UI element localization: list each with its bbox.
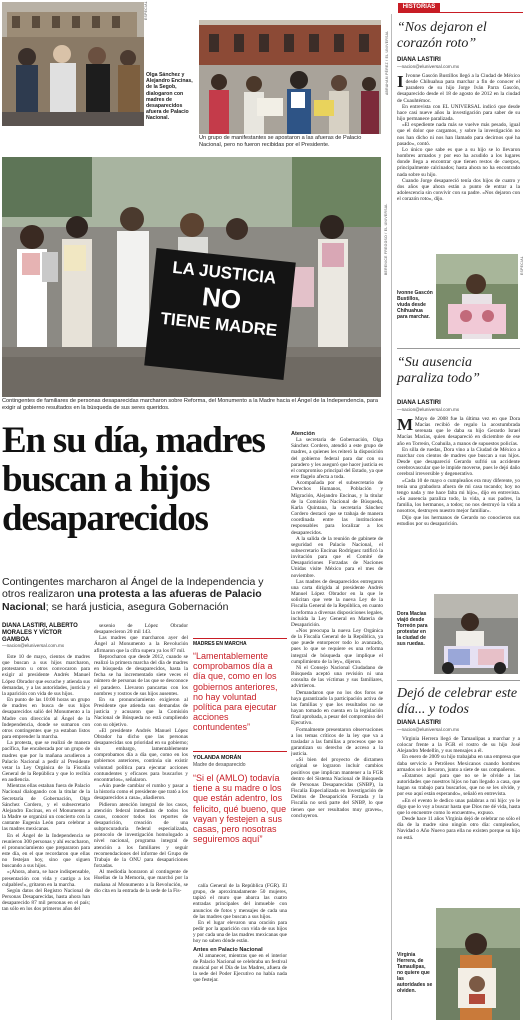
- quote-role: Madre de desaparecido: [193, 762, 246, 768]
- byline: [2, 623, 88, 648]
- photo-caption: Ivonne Gascón Bustillos, viuda desde Chihuahua para marchar.: [397, 290, 433, 320]
- paragraph: La protesta, que se realizó de manera pacífica, fue encabezada por un grupo de madres que por la mañana acudieron a Palacio Nacional a pedir al Presidente vetar la Ley Orgánica de la Fiscalía General de la República y que lo recibía en audiencia.: [2, 740, 90, 784]
- paragraph: En punto de las 10:00 horas un grupo de madres en busca de sus hijos desaparecidos salió del Monumento a la Madre con dirección al Ángel de la Independencia, donde se sumaron con otros contingentes que ya estaban listos para emprender la marcha.: [2, 697, 90, 741]
- photo-credit: ESPECIAL: [520, 256, 524, 275]
- sidebar-body: [397, 73, 520, 250]
- paragraph: Acompañada por el subsecretario de Derechos Humanos, Población y Migración, Alejandro Encinas, y la titular de la Comisión Nacional de Búsqueda, Karla Quintana, la secretaria Sánchez Cordero destacó que se trabaja de manera coordinada entre las instituciones responsables para localizar a los desaparecidos.: [291, 480, 383, 536]
- sidebar-title: Dejó de celebrar este día... y todos: [397, 686, 518, 717]
- photo-virginia: [436, 908, 520, 1020]
- paragraph-text: Mayo de 2008 fue la última vez en que Dora Macías recibió de regalo la acostumbrada serenata que le daba su hijo Gerardo Israel Macías Macías, quien desapareció en diciembre de ese año en Torreón, Coahuila, a manos de supuestos policías.: [397, 416, 520, 447]
- article-column-1: [2, 654, 90, 1020]
- paragraph: En enero de 2009 su hijo trabajaba en una empresa que daba servicio a Petróleos Mexicanos cuando hombres armados se lo llevaron, junto a siete de sus compañeros.: [397, 754, 520, 773]
- paragraph: Virginia Herrera llegó de Tamaulipas a marchar y a colocar frente a la FGR el rostro de su hijo José Alejandro Medellín, y sus mensajes a él.: [397, 736, 520, 755]
- paragraph-text: Ivonne Gascón Bustillos llegó a la Ciudad de México desde Chihuahua para marchar a fin de conocer el paradero de su hijo Jorge Iván Parra Gascón, desaparecido desde el 18 de agosto de 2012 en la ciudad de Cuauhtémoc.: [397, 73, 520, 104]
- sidebar-title: “Su ausencia paraliza todo”: [397, 355, 480, 386]
- paragraph: Pidieron atención integral de los casos, atención federal inmediata de todos los casos, conocer todos los reportes de desaparición, creación de una subprocuraduría federal especializada, protocolo de investigación homologado a nivel nacional, programa integral de atención a los familiares y seguir recomendaciones del informe del Grupo de Trabajo de la ONU para desapariciones forzadas.: [94, 801, 188, 870]
- sidebar-author: [397, 57, 459, 69]
- paragraph: Ni el Consejo Nacional Ciudadano de Búsqueda aceptó una revisión ni una consulta de las víctimas y sus familiares, advirtieron.: [291, 664, 383, 690]
- paragraph: «El presidente Andrés Manuel López Obrador ha dicho que las personas desaparecidas son prioridad en su gobierno; sin embargo, lamentablemente comprobamos día a día que, como en los gobiernos anteriores, continúa sin existir voluntad política para ejecutar acciones contundentes y eficaces para buscarlos y encontrarlos», señalaron.: [94, 727, 188, 783]
- quote-label: MADRES EN MARCHA: [193, 641, 247, 647]
- section-label: HISTORIAS: [398, 3, 440, 12]
- photo-credit: BERENICE FREGOSO / EL UNIVERSAL: [384, 203, 388, 275]
- section-rule: [398, 12, 523, 13]
- sign-line: TIENE MADRE: [159, 308, 279, 341]
- sidebar-title: “Nos dejaron el corazón roto”: [397, 20, 487, 51]
- author-name: DIANA LASTIRI: [397, 720, 441, 726]
- paragraph: «Estamos aquí para que no se le olvide a las autoridades que nuestros hijos no han llegado a casa, que hagan su trabajo para buscarlos, que no se les olvide, y por eso aquí están esperando», señaló en entrevista.: [397, 772, 520, 798]
- paragraph: Dijo que los hermanos de Gerardo no conocieron sus estudios por su desaparición.: [397, 514, 520, 527]
- paragraph: «Nos preocupa la nueva Ley Orgánica de la Fiscalía General de la República, ya que puede entorpecer todo lo avanzado, pues lo que se requiere es una reforma integral de búsqueda que implique el cumplimiento de la ley», dijeron.: [291, 628, 383, 665]
- paragraph: «En el evento le dedico unas palabras a mi hijo: yo le digo que lo voy a buscar hasta que Dios me dé vida, hasta que lo encuentre como lo encuentre», expuso.: [397, 797, 520, 816]
- article-column-2: [94, 623, 188, 1020]
- byline-email: —nacion@eluniversal.com.mx: [2, 643, 65, 649]
- quote-rule: [193, 751, 287, 752]
- paragraph: En silla de ruedas, Dora vino a la Ciudad de México a marchar con cientos de madres que buscan a sus hijos. Desde que desapareció Gerardo sufrió un accidente cerebrovascular que le impide moverse, pues le dejó daño cerebral irreversible y degenerativo.: [397, 446, 520, 478]
- photo-caption: Un grupo de manifestantes se apostaron a las afueras de Palacio Nacional, pero no fueron recibidas por el Presidente.: [199, 135, 362, 148]
- paragraph: Al amanecer, mientras que en el interior de Palacio Nacional se celebraba un festival musical por el Día de las Madres, afuera de la sede del Poder Ejecutivo no había nada que festejar.: [193, 952, 287, 984]
- paragraph: La secretaria de Gobernación, Olga Sánchez Cordero, atendió a este grupo de madres, a quienes les reiteró la disposición del gobierno federal para dar con su paradero y les aseguró que hacer justicia es el compromiso principal del Estado, ya que este flagelo afecta a toda.: [291, 437, 383, 481]
- sidebar-body: [397, 736, 520, 896]
- paragraph: Las madres que marcharon ayer del Ángel al Monumento a la Revolución afirmaron que la cifra supera ya los 87 mil.: [94, 635, 188, 654]
- subheading: Antes en Palacio Nacional: [193, 946, 263, 953]
- photo-credit: ESPECIAL: [144, 1, 148, 20]
- paragraph: Según datos del Registro Nacional de Personas Desaparecidas, hasta ahora han desaparecido 87 mil personas en el país; tan sólo en los dos primeros años del: [2, 887, 90, 913]
- drop-cap: M: [397, 416, 414, 434]
- paragraph: «Cada 10 de mayo o cumpleaños era muy diferente, yo tenía una grabadora afuera de mi casa tocando; hoy no tengo nada y me hace falta mi hijo», dijo en entrevista. «Su ausencia paraliza todo, la vida, a sus padres, la familia, los hermanos, a todos; no nos destruyó la vida a nosotros, destruyen nuestro mejor familiar».: [397, 477, 520, 515]
- paragraph: «Aún puede cambiar el rumbo y pasar a la historia como el presidente que trató a los desaparecidos a casa», añadieron.: [94, 783, 188, 802]
- headline-deck: [2, 576, 287, 613]
- photo-caption: Olga Sánchez y Alejandro Encinas, de la Segob, dialogaron con madres de desaparecidos afuera de Palacio Nacional.: [146, 72, 193, 122]
- paragraph: Desde hace 11 años Virginia dejó de celebrar no sólo el día de la madre sino ningún otro día: cumpleaños, Navidad o Año Nuevo para ella no existen porque su hijo no está.: [397, 816, 520, 841]
- pull-quote: “Lamentablemente comprobamos día a día que, como en los gobiernos anteriores, no hay voluntad política para ejecutar acciones contundentes”: [193, 651, 278, 733]
- paragraph: A la salida de la reunión de gabinete de seguridad en Palacio Nacional, el subsecretario Encinas Rodríguez ratificó la invitación para que el Comité de Desapariciones Forzadas de Naciones Unidas visite México para el mes de noviembre.: [291, 535, 383, 579]
- photo-segob-dialogue: [2, 2, 144, 126]
- photo-caption: Dora Macías viajó desde Torreón para protestar en la ciudad de sus ruedas.: [397, 611, 428, 647]
- paragraph: [397, 416, 520, 447]
- photo-march-main: [2, 157, 381, 397]
- subheading: Atención: [291, 431, 315, 437]
- author-name: DIANA LASTIRI: [397, 57, 441, 63]
- author-email: —nacion@eluniversal.com.mx: [397, 726, 460, 732]
- article-column-4: [291, 431, 383, 1021]
- paragraph: Al mediodía honraron al contingente de Huellas de la Memoria, que marchó por la mañana al Monumento a la Revolución, se dio cita en la entrada de la sede de la Fis-: [94, 869, 188, 894]
- paragraph: En el Ángel de la Independencia se reunieron 300 personas y ahí escucharon, el pronunciamiento que prepararon para este día, en el que recordaron que ellas no festejan hoy, sino que siguen buscando a sus hijos.: [2, 832, 90, 870]
- section-divider: [397, 680, 520, 681]
- paragraph: Lo único que sabe es que a su hijo se lo llevaron hombres armados y por eso ha acudido a los lugares donde llega a encontrar que tienen restos de cuerpos, principalmente calcinados; hasta ahora no ha encontrado nada sobre su hijo.: [397, 146, 520, 178]
- paragraph: Este 10 de mayo, cientos de madres que buscan a sus hijos marcharon, protestaron u otros convocaron para exigir al presidente Andrés Manuel López Obrador que escuche y atienda sus demandas, y a las autoridades, justicia y la aparición con vida de sus hijos.: [2, 654, 90, 697]
- paragraph: Formalmente presentaron observaciones a los temas críticos de la ley que va a trasladar a las familias a procesos que no garantizan su derecho de acceso a la justicia.: [291, 726, 383, 758]
- paragraph: En su pronunciamiento exigieron al Presidente que atienda sus demandas de justicia y acusaron que la Comisión Nacional de Búsqueda no está cumpliendo con su objetivo.: [94, 696, 188, 728]
- photo-credit: ABRAHAM PÉREZ / EL UNIVERSAL: [385, 30, 389, 95]
- quote-name: YOLANDA MORÁN: [193, 755, 242, 761]
- paragraph: [397, 73, 520, 104]
- paragraph: En entrevista con EL UNIVERSAL indicó que desde hace casi nueve años la investigación para saber de su hijo permanece paralizada.: [397, 103, 520, 123]
- sign-line: LA JUSTICIA: [171, 257, 278, 288]
- paragraph: «El expediente nada más se vuelve más pesado, igual que el dolor que cargamos, y sobre la investigación no nos han dicho ni nos han llamado para decirnos qué ha pasado», contó.: [397, 122, 520, 147]
- sidebar-author: [397, 400, 459, 412]
- column-divider: [391, 14, 392, 1020]
- paragraph: «¡Ahora, ahora, se hace indispensable, presentación con vida y castigo a los culpables!», gritaron en la marcha.: [2, 869, 90, 888]
- photo-ivonne: [436, 254, 518, 339]
- paragraph: Demandaron que no los dos foros se haya garantizado la participación activa de las familias y que los resultados no se hayan tomado en cuenta en la legislación final aprobada, a pesar del compromiso del Ejecutivo.: [291, 689, 383, 727]
- sign-line: NO: [200, 281, 243, 316]
- sidebar-body: [397, 416, 520, 588]
- deck-bold: una protesta a las afueras de Palacio Nacional: [2, 588, 262, 613]
- paragraph: sexenio de López Obrador desaparecieron 20 mil 143.: [94, 623, 188, 636]
- photo-caption: Contingentes de familiares de personas desaparecidas marcharon sobre Reforma, del Monumento a la Madre hacia el Ángel de la Independencia, para exigir al gobierno resultados en la búsqueda de sus seres queridos.: [2, 398, 378, 411]
- deck-text: Contingentes marcharon al Ángel de la Independencia y otros realizaron: [2, 576, 264, 601]
- paragraph: «Si bien del proyecto de dictamen original se lograron incluir cambios positivos que implican mantener a la FGR dentro del Sistema Nacional de Búsqueda de Personas Desaparecidas (SNBP), la Fiscalía Especializada en Investigación de Delitos de Desaparición Forzada y la Fiscalía no será parte del SNBP, lo que tienen que ser resultados muy graves», concluyeron.: [291, 757, 383, 819]
- paragraph: En el lugar elevaron una oración para pedir por la aparición con vida de sus hijos y por cada una de las madres mexicanas que hoy no saben dónde están.: [193, 919, 287, 945]
- pull-quote: “Si el (AMLO) todavía tiene a su madre o los que están adentro, los felicito, qué bueno, que vayan y festejen a sus casas, pero nosotras seguiremos aquí”: [193, 773, 287, 845]
- headline: En su día, madres buscan a hijos desaparecidos: [2, 420, 265, 539]
- author-email: —nacion@eluniversal.com.mx: [397, 406, 460, 412]
- deck-text: ; se hará justicia, asegura Gobernación: [45, 600, 229, 613]
- paragraph: Las madres de desaparecidos entregaron una carta dirigida al presidente Andrés Manuel López Obrador en la que le solicitan que vete la nueva Ley de la Fiscalía General de la República, en cuanto la reforma a diversas disposiciones legales, incluida la Ley General en Materia de Desaparición.: [291, 578, 383, 628]
- byline-names: DIANA LASTIRI, ALBERTO MORALES Y VÍCTOR GAMBOA: [2, 623, 78, 643]
- quote-rule: [193, 638, 287, 639]
- author-email: —nacion@eluniversal.com.mx: [397, 63, 460, 69]
- sidebar-author: [397, 720, 459, 732]
- photo-caption: Virginia Herrera, de Tamaulipas, no quiere que las autoridades se olviden.: [397, 952, 433, 994]
- article-column-3: [193, 883, 287, 1020]
- paragraph: Mientras ellas estaban fuera de Palacio Nacional dialogando con la titular de la Secretaría de Gobernación, Olga Sánchez Cordero, y el subsecretario Alejandro Encinas, en el Monumento a la Madre se organizó un concierto con la cantante Eugenia León para celebrar a las madres mexicanas.: [2, 783, 90, 833]
- photo-dora: [434, 594, 518, 674]
- photo-palacio-protest: [199, 20, 381, 134]
- paragraph: Cuando Jorge desapareció tenía dos hijos de cuatro y dos años que ahora están a punto de entrar a la adolescencia sin convivir con su padre. «Nos dejaron con el corazón roto», dijo.: [397, 177, 520, 203]
- section-divider: [397, 348, 520, 349]
- protest-sign: [144, 248, 296, 380]
- author-name: DIANA LASTIRI: [397, 400, 441, 406]
- paragraph: Reprocharon que desde 2012, cuando se realizó la primera marcha del día de madres en búsqueda de desaparecidos, hasta la fecha se ha incrementado siete veces el número de personas de las que se desconoce el paradero. Llevaron pancartas con los nombres y rostros de sus hijos ausentes.: [94, 653, 188, 697]
- drop-cap: I: [397, 73, 404, 91]
- paragraph: calía General de la República (FGR). El grupo, de aproximadamente 50 mujeres, tapizó el muro que abarca las cuatro entradas principales del inmueble con anuncios de fotos y mensajes de cada una de las madres que buscan a sus hijos.: [193, 883, 287, 920]
